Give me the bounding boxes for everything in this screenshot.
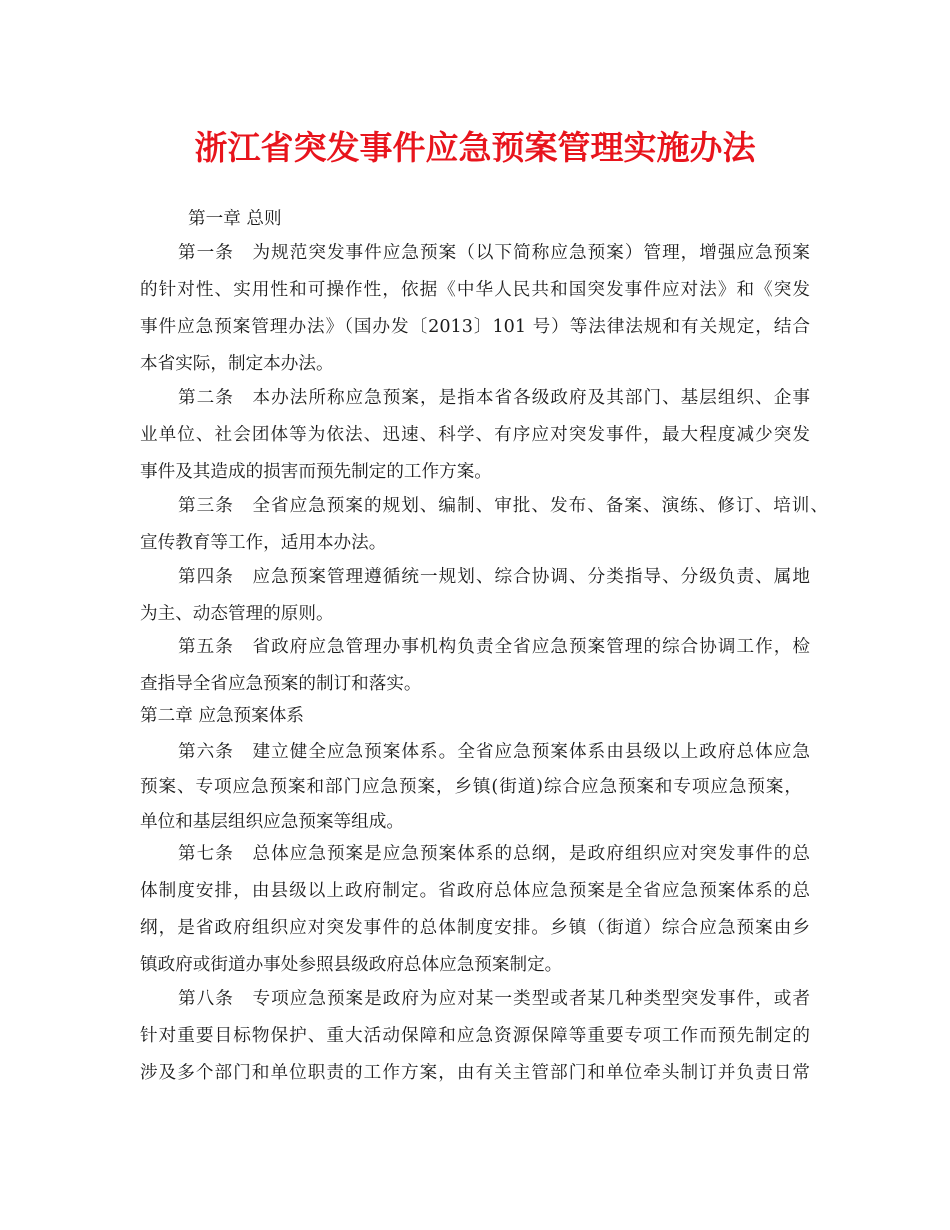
article-2-line-2: 业单位、社会团体等为依法、迅速、科学、有序应对突发事件，最大程度减少突发 (140, 425, 810, 445)
article-3-line-2: 宣传教育等工作，适用本办法。 (140, 533, 387, 553)
article-7-line-4: 镇政府或街道办事处参照县级政府总体应急预案制定。 (140, 955, 563, 975)
document-title: 浙江省突发事件应急预案管理实施办法 (194, 128, 756, 167)
article-6-line-3: 单位和基层组织应急预案等组成。 (140, 812, 404, 832)
chapter-1-heading: 第一章 总则 (188, 209, 282, 229)
article-5-line-2: 查指导全省应急预案的制订和落实。 (140, 674, 422, 694)
article-7-line-3: 纲，是省政府组织应对突发事件的总体制度安排。乡镇（街道）综合应急预案由乡 (140, 918, 810, 938)
article-8-line-1: 第八条 专项应急预案是政府为应对某一类型或者某几种类型突发事件，或者 (178, 989, 810, 1009)
article-6-line-2: 预案、专项应急预案和部门应急预案，乡镇(街道)综合应急预案和专项应急预案， (140, 777, 802, 797)
article-1-line-2: 的针对性、实用性和可操作性，依据《中华人民共和国突发事件应对法》和《突发 (140, 280, 810, 300)
article-1-line-3: 事件应急预案管理办法》（国办发〔2013〕101 号）等法律法规和有关规定，结合 (140, 317, 810, 337)
article-2-line-3: 事件及其造成的损害而预先制定的工作方案。 (140, 462, 492, 482)
article-3-line-1: 第三条 全省应急预案的规划、编制、审批、发布、备案、演练、修订、培训、 (178, 496, 828, 516)
article-4-line-2: 为主、动态管理的原则。 (140, 604, 334, 624)
article-7-line-1: 第七条 总体应急预案是应急预案体系的总纲，是政府组织应对突发事件的总 (178, 844, 810, 864)
article-5-line-1: 第五条 省政府应急管理办事机构负责全省应急预案管理的综合协调工作，检 (178, 637, 810, 657)
article-6-line-1: 第六条 建立健全应急预案体系。全省应急预案体系由县级以上政府总体应急 (178, 742, 810, 762)
chapter-2-heading: 第二章 应急预案体系 (140, 706, 304, 726)
article-1-line-1: 第一条 为规范突发事件应急预案（以下简称应急预案）管理，增强应急预案 (178, 243, 810, 263)
article-1-line-4: 本省实际，制定本办法。 (140, 354, 334, 374)
article-7-line-2: 体制度安排，由县级以上政府制定。省政府总体应急预案是全省应急预案体系的总 (140, 881, 810, 901)
article-4-line-1: 第四条 应急预案管理遵循统一规划、综合协调、分类指导、分级负责、属地 (178, 567, 810, 587)
article-2-line-1: 第二条 本办法所称应急预案，是指本省各级政府及其部门、基层组织、企事 (178, 388, 810, 408)
article-8-line-2: 针对重要目标物保护、重大活动保障和应急资源保障等重要专项工作而预先制定的 (140, 1026, 810, 1046)
article-8-line-3: 涉及多个部门和单位职责的工作方案，由有关主管部门和单位牵头制订并负责日常 (140, 1063, 810, 1083)
